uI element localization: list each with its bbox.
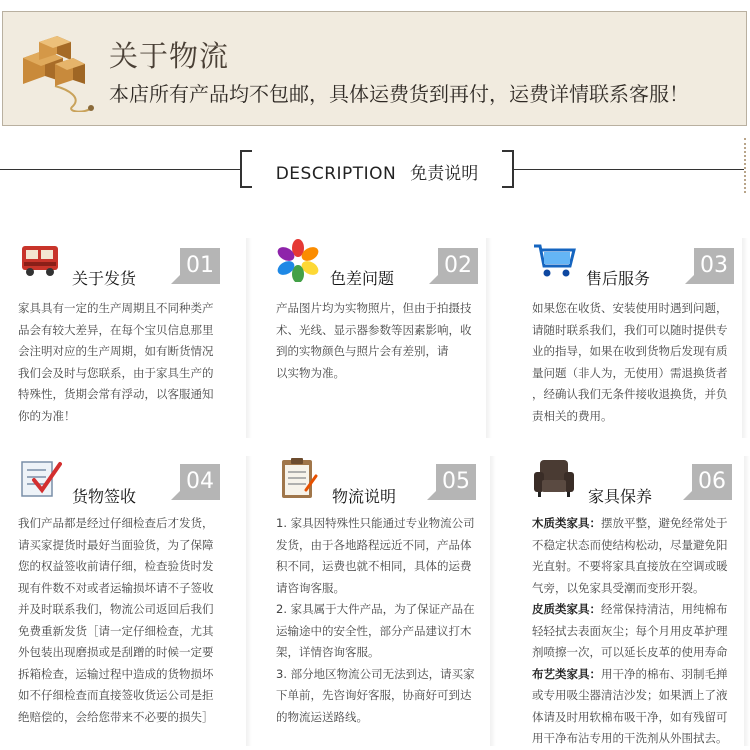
checklist-icon: [18, 456, 62, 500]
card-after-sales: [532, 238, 742, 438]
text-segment: 轻轻拭去表面灰尘；每个月用皮革护理: [532, 623, 728, 638]
armchair-icon: [532, 456, 576, 500]
text-line: 您的权益签收前请仔细，检查验货时发: [18, 559, 214, 573]
text-segment: 或专用吸尘器清洁沙发；如果洒上了液: [532, 688, 728, 702]
card-text: [18, 298, 214, 427]
banner: [2, 11, 747, 126]
text-line: 1. 家具因特殊性只能通过专业物流公司: [276, 516, 475, 530]
color-palette-icon: [276, 238, 320, 282]
text-line: [532, 728, 728, 750]
card-title: 色差问题: [330, 269, 395, 288]
number-badge: 06: [692, 464, 732, 500]
card-text: [532, 513, 728, 750]
section-header-zh: 免责说明: [410, 164, 479, 184]
card-text: [276, 298, 472, 384]
text-segment: 体请及时用软棉布吸干净，如有残留可: [532, 709, 728, 724]
divider-left: [0, 169, 240, 170]
shopping-cart-icon: [532, 238, 576, 282]
card-text: [276, 513, 475, 728]
card-furniture-care: [532, 456, 744, 746]
text-line: [532, 621, 728, 643]
section-header: [240, 150, 514, 188]
number-badge: 01: [180, 248, 220, 284]
text-line: 架，详情咨询客服。: [276, 645, 380, 659]
text-line: 量问题（非人为，无使用）需退换货者: [532, 365, 728, 380]
text-line: 产品图片均为实物照片，但由于拍摄技: [276, 301, 472, 315]
text-line: 家具具有一定的生产周期且不同种类产: [18, 301, 214, 315]
card-title: 售后服务: [586, 269, 651, 288]
number-badge: 03: [694, 248, 734, 284]
card-title: 关于发货: [72, 269, 137, 288]
card-title: 物流说明: [332, 487, 397, 506]
text-line: 现有件数不对或者运输损坏请不子签收: [18, 580, 214, 595]
text-line: 特殊性，货期会常有浮动，以客服通知: [18, 387, 214, 401]
text-line: ，经确认我们无条件接收退换货，并负: [532, 387, 728, 401]
text-line: 我们会及时与您联系，由于家具生产的: [18, 365, 214, 380]
text-line: 责相关的费用。: [532, 408, 613, 423]
text-line: 积不同，运费也就不相同，具体的运费: [276, 559, 472, 573]
text-line: 3. 部分地区物流公司无法到达，请买家: [276, 666, 475, 681]
clipboard-icon: [276, 456, 320, 500]
text-segment: 摆放平整，避免经常处于: [601, 516, 728, 530]
label-wood: 木质类家具：: [532, 516, 601, 530]
text-line: 到的实物颜色与照片会有差别，请: [276, 344, 449, 358]
label-fabric: 布艺类家具：: [532, 666, 601, 681]
text-line: 业的指导，如果在收到货物后发现有质: [532, 344, 728, 358]
text-line: 如不仔细检查而直接签收货运公司是拒: [18, 688, 214, 702]
text-segment: 光直射。不要将家具直接放在空调或暖: [532, 559, 728, 573]
text-segment: 不稳定状态而使结构松动，尽量避免阳: [532, 537, 728, 552]
text-segment: 用干净布沾专用的干洗剂从外围拭去。: [532, 731, 728, 745]
card-text: [532, 298, 728, 427]
text-line: [532, 599, 728, 621]
text-segment: 用干净的棉布、羽制毛掸: [601, 666, 728, 681]
text-line: 你的为准！: [18, 408, 76, 423]
decorative-dots: [744, 138, 750, 193]
text-line: 发货，由于各地路程远近不同，产品体: [276, 537, 472, 552]
text-line: 品会有较大差异，在每个宝贝信息那里: [18, 322, 214, 337]
number-badge: 05: [436, 464, 476, 500]
text-line: [532, 685, 728, 707]
section-header-en: DESCRIPTION: [275, 164, 397, 184]
boxes-shipping-icon: [15, 28, 99, 112]
text-line: 请买家提货时最好当面验货，为了保障: [18, 537, 214, 552]
text-line: 免费重新发货［请一定仔细检查，尤其: [18, 623, 214, 638]
text-line: 绝赔偿的，会给您带来不必要的损失］: [18, 709, 214, 724]
text-line: [532, 513, 728, 535]
text-line: [532, 535, 728, 557]
text-line: [532, 664, 728, 686]
text-line: 请随时联系我们，我们可以随时提供专: [532, 322, 728, 337]
text-line: 我们产品都是经过仔细检查后才发货，: [18, 516, 214, 530]
text-segment: 气旁，以免家具受潮而变形开裂。: [532, 580, 705, 595]
text-line: 请咨询客服。: [276, 580, 345, 595]
text-line: 并及时联系我们，物流公司返回后我们: [18, 602, 214, 616]
text-line: [532, 578, 728, 600]
card-receipt: [18, 456, 246, 746]
text-line: 外包装出现磨损或是刮蹭的时候一定要: [18, 645, 214, 659]
text-line: [532, 556, 728, 578]
card-logistics: [276, 456, 490, 746]
text-segment: 经常保持清洁，用纯棉布: [601, 602, 728, 616]
text-line: 如果您在收货、安装使用时遇到问题，: [532, 301, 728, 315]
banner-subtitle: 本店所有产品均不包邮，具体运费货到再付，运费详情联系客服！: [109, 82, 689, 106]
divider-right: [514, 169, 744, 170]
text-line: 以实物为准。: [276, 365, 345, 380]
number-badge: 04: [180, 464, 220, 500]
text-line: [532, 707, 728, 729]
text-line: 下单前，先咨询好客服，协商好可到达: [276, 688, 472, 702]
text-line: 会注明对应的生产周期，如有断货情况: [18, 344, 214, 358]
card-color-difference: [276, 238, 486, 438]
text-line: 拆箱检查，运输过程中造成的货物损坏: [18, 666, 214, 681]
text-line: 2. 家具属于大件产品，为了保证产品在: [276, 602, 475, 616]
text-line: 术、光线、显示器参数等因素影响，收: [276, 322, 472, 337]
card-shipping: [18, 238, 246, 438]
card-text: [18, 513, 214, 728]
text-line: 的物流运送路线。: [276, 709, 368, 724]
card-title: 家具保养: [588, 487, 653, 506]
truck-icon: [18, 238, 62, 282]
text-line: [532, 642, 728, 664]
label-leather: 皮质类家具：: [532, 602, 601, 616]
card-title: 货物签收: [72, 487, 137, 506]
text-segment: 剂喷擦一次，可以延长皮革的使用寿命: [532, 645, 728, 659]
banner-title: 关于物流: [109, 39, 230, 73]
text-line: 运输途中的安全性，部分产品建议打木: [276, 623, 472, 638]
number-badge: 02: [438, 248, 478, 284]
